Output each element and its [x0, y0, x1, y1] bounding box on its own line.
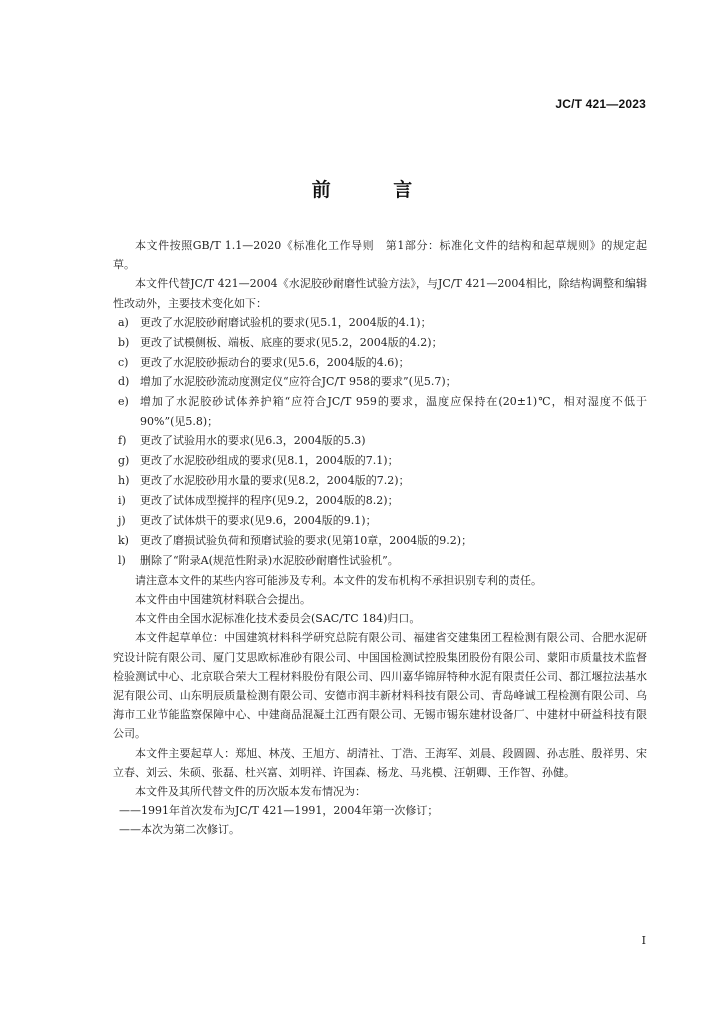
history-line: ——1991年首次发布为JC/T 421—1991，2004年第一次修订；	[119, 804, 439, 818]
list-item-text: 更改了试模侧板、端板、底座的要求(见5.2，2004版的4.2)；	[140, 335, 443, 349]
list-item-text: 更改了试验用水的要求(见6.3，2004版的5.3)	[140, 434, 366, 448]
list-item	[113, 333, 647, 352]
list-item-text: 增加了水泥胶砂流动度测定仪“应符合JC/T 958的要求”(见5.7)；	[140, 375, 457, 389]
list-item-key: c)	[118, 355, 129, 369]
list-item-text: 更改了水泥胶砂组成的要求(见8.1，2004版的7.1)；	[140, 454, 399, 468]
list-item-text: 更改了水泥胶砂耐磨试验机的要求(见5.1，2004版的4.1)；	[140, 315, 432, 329]
list-item	[113, 451, 647, 470]
list-item-key: e)	[118, 395, 129, 409]
list-item-key: h)	[118, 474, 130, 488]
list-item-text: 更改了水泥胶砂振动台的要求(见5.6，2004版的4.6)；	[140, 355, 410, 369]
history-line: ——本次为第二次修订。	[119, 823, 240, 837]
paragraph-replaces: 本文件代替JC/T 421—2004《水泥胶砂耐磨性试验方法》，与JC/T 421—2004相比，除结构调整和编辑性改动外，主要技术变化如下：	[113, 277, 647, 310]
changes-list	[113, 313, 647, 570]
list-item-key: d)	[118, 375, 130, 389]
list-item-key: a)	[118, 315, 129, 329]
page-title: 前 言	[311, 179, 441, 201]
list-item	[113, 551, 647, 570]
paragraph-drafters: 本文件主要起草人：郑旭、林茂、王旭方、胡清社、丁浩、王海军、刘晨、段圆圆、孙志胜、殷祥男、宋立春、刘云、朱硕、张磊、杜兴富、刘明祥、许国森、杨龙、马兆模、汪朝卿、王作智、孙健。	[113, 746, 647, 779]
paragraph-proposer: 本文件由中国建筑材料联合会提出。	[135, 592, 311, 606]
list-item-text: 更改了试体成型搅拌的程序(见9.2，2004版的8.2)；	[140, 494, 399, 508]
list-item-key: k)	[118, 533, 129, 547]
list-item-text: 删除了“附录A(规范性附录)水泥胶砂耐磨性试验机”。	[140, 553, 399, 567]
list-item	[113, 511, 647, 530]
list-item-text: 更改了试体烘干的要求(见9.6，2004版的9.1)；	[140, 514, 377, 528]
page-number: I	[641, 934, 646, 947]
list-item-text: 增加了水泥胶砂试体养护箱“应符合JC/T 959的要求，温度应保持在(20±1)℃，相对湿度不低于90%”(见5.8)；	[140, 395, 647, 428]
list-item	[113, 431, 647, 450]
list-item-key: j)	[118, 514, 126, 528]
list-item-text: 更改了磨损试验负荷和预磨试验的要求(见第10章，2004版的9.2)；	[140, 533, 473, 547]
paragraph-drafting-rules: 本文件按照GB/T 1.1—2020《标准化工作导则 第1部分：标准化文件的结构和起草规则》的规定起草。	[113, 239, 647, 272]
list-item-key: l)	[118, 553, 126, 567]
foreword-body	[113, 236, 647, 840]
list-item	[113, 491, 647, 510]
list-item-key: b)	[118, 335, 130, 349]
list-item-key: i)	[118, 494, 126, 508]
paragraph-committee: 本文件由全国水泥标准化技术委员会(SAC/TC 184)归口。	[135, 612, 421, 626]
paragraph-patent-notice: 请注意本文件的某些内容可能涉及专利。本文件的发布机构不承担识别专利的责任。	[135, 573, 542, 587]
list-item	[113, 531, 647, 550]
list-item	[113, 313, 647, 332]
list-item-key: g)	[118, 454, 130, 468]
list-item-key: f)	[118, 434, 127, 448]
standard-number: JC/T 421—2023	[555, 97, 646, 111]
paragraph-drafting-units: 本文件起草单位：中国建筑材料科学研究总院有限公司、福建省交建集团工程检测有限公司、合肥水泥研究设计院有限公司、厦门艾思欧标准砂有限公司、中国国检测试控股集团股份有限公司、蒙阳市质量技术监督检验测试中心、北京联合荣大工程材料股份有限公司、四川嘉华锦屏特种水泥有限责任公司、都江堰拉法基水泥有限公司、山东明辰质量检测有限公司、安德市润丰新材料科技有限公司、青岛峰诚工程检测有限公司、乌海市工业节能监察保障中心、中建商品混凝土江西有限公司、无锡市锡东建材设备厂、中建材中研益科技有限公司。	[113, 631, 647, 741]
list-item	[113, 372, 647, 391]
paragraph-history-intro: 本文件及其所代替文件的历次版本发布情况为：	[135, 784, 366, 798]
list-item	[113, 353, 647, 372]
list-item	[113, 392, 647, 430]
list-item-text: 更改了水泥胶砂用水量的要求(见8.2，2004版的7.2)；	[140, 474, 410, 488]
list-item	[113, 471, 647, 490]
